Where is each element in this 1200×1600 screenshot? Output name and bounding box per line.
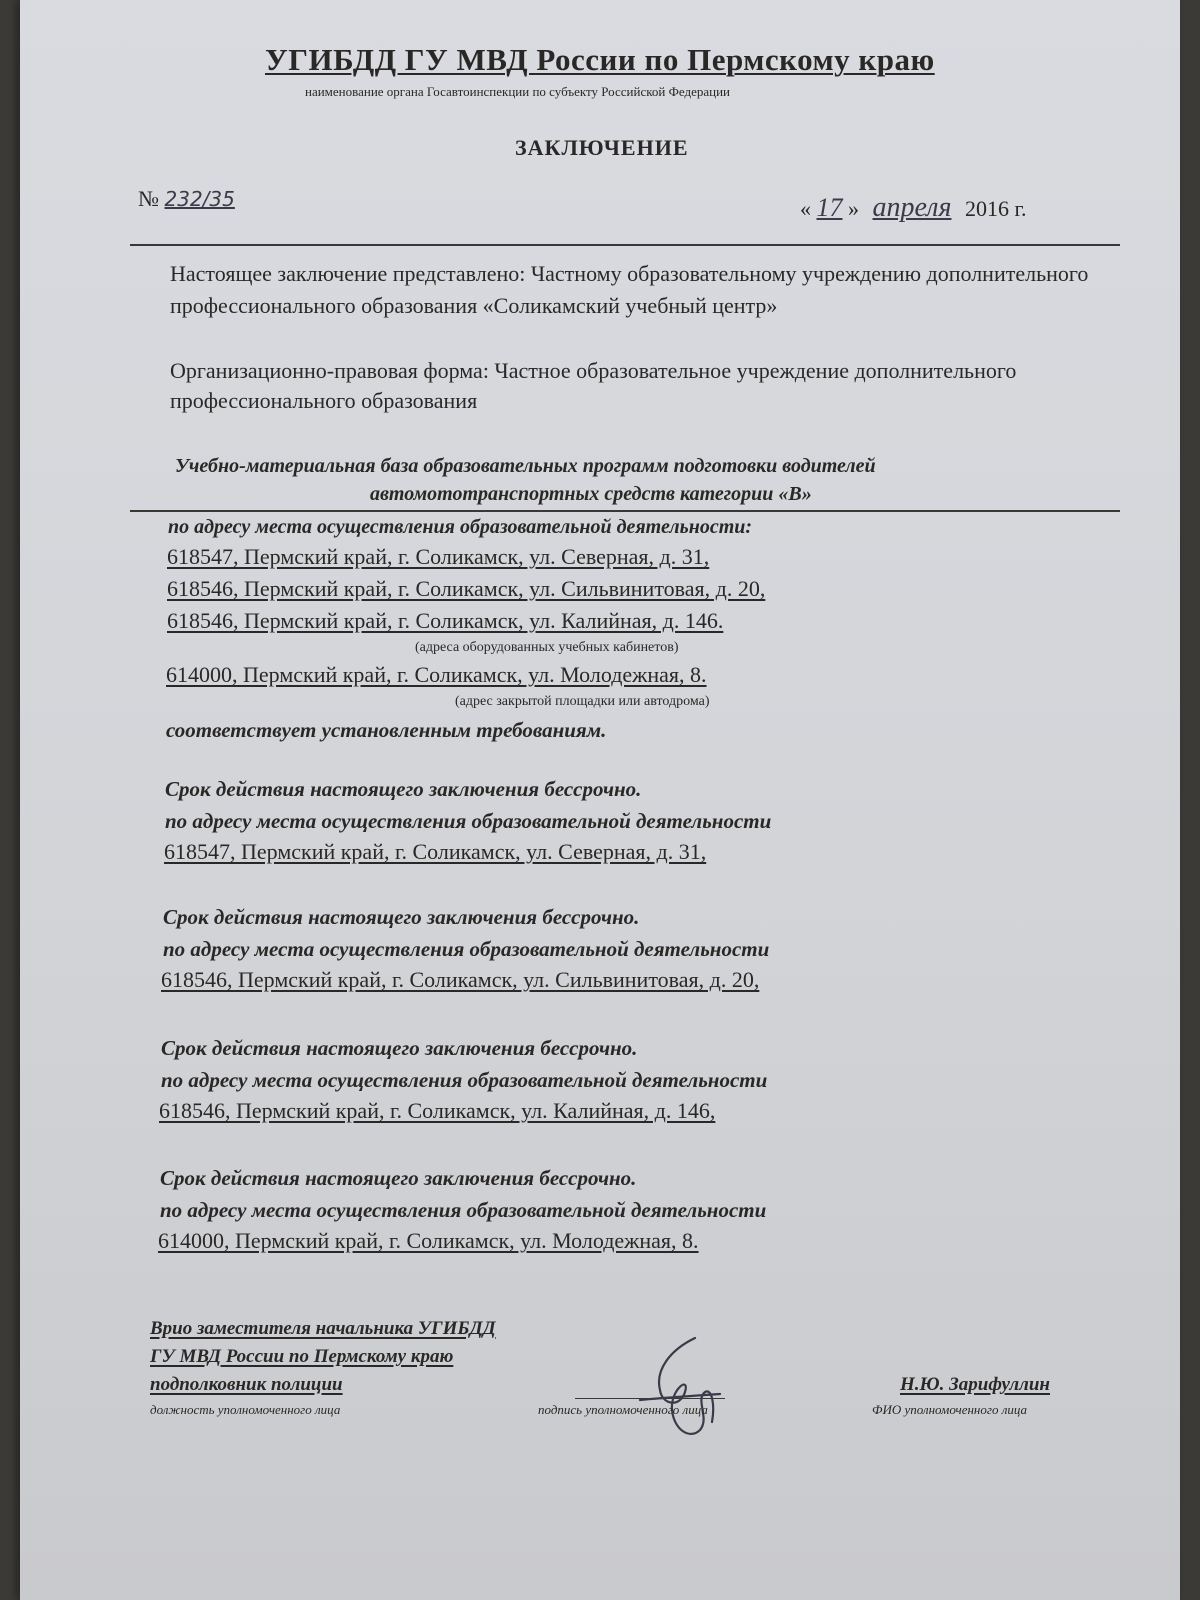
date-day: 17 [816, 193, 843, 222]
validity-term: Срок действия настоящего заключения бессрочно. [163, 905, 640, 929]
classroom-address: 618546, Пермский край, г. Соликамск, ул. Сильвинитовая, д. 20, [167, 576, 766, 601]
issuing-authority: УГИБДД ГУ МВД России по Пермскому краю [265, 42, 935, 77]
document-title: ЗАКЛЮЧЕНИЕ [515, 135, 689, 160]
document-page [20, 0, 1180, 1600]
ground-caption: (адрес закрытой площадки или автодрома) [455, 694, 710, 709]
number-value: 232/35 [164, 187, 235, 211]
document-number [138, 186, 235, 212]
validity-address: 618546, Пермский край, г. Соликамск, ул. Калийная, д. 146, [159, 1098, 716, 1123]
validity-place: по адресу места осуществления образовательной деятельности [161, 1068, 768, 1092]
classroom-caption: (адреса оборудованных учебных кабинетов) [415, 640, 679, 655]
signature-caption: подпись уполномоченного лица [538, 1402, 708, 1417]
address-intro: по адресу места осуществления образовательной деятельности: [168, 516, 753, 538]
validity-address: 618547, Пермский край, г. Соликамск, ул. Северная, д. 31, [164, 839, 707, 864]
validity-term: Срок действия настоящего заключения бессрочно. [160, 1166, 637, 1190]
validity-place: по адресу места осуществления образовательной деятельности [163, 937, 770, 961]
name-caption: ФИО уполномоченного лица [872, 1402, 1028, 1417]
signer-position-line1: Врио заместителя начальника УГИБДД [150, 1318, 496, 1339]
base-heading-line1: Учебно-материальная база образовательных программ подготовки водителей [175, 455, 876, 477]
number-prefix: № [138, 186, 159, 211]
validity-place: по адресу места осуществления образовательной деятельности [165, 809, 772, 833]
base-divider [130, 510, 1120, 512]
classroom-address: 618547, Пермский край, г. Соликамск, ул. Северная, д. 31, [167, 544, 710, 569]
date-month: апреля [872, 192, 952, 223]
date-close-quote: » [848, 196, 859, 221]
recipient-paragraph: Настоящее заключение представлено: Частному образовательному учреждению дополнительного профессионального образования «Соликамский учебный центр» [170, 261, 1089, 318]
position-caption: должность уполномоченного лица [150, 1402, 341, 1417]
validity-term: Срок действия настоящего заключения бессрочно. [165, 777, 642, 801]
validity-address: 618546, Пермский край, г. Соликамск, ул. Сильвинитовая, д. 20, [161, 967, 760, 992]
legal-form-paragraph: Организационно-правовая форма: Частное образовательное учреждение дополнительного профессионального образования [170, 358, 1017, 413]
signer-position-line2: ГУ МВД России по Пермскому краю [150, 1346, 454, 1367]
date-open-quote: « [800, 196, 811, 221]
conformity-statement: соответствует установленным требованиям. [166, 718, 607, 742]
validity-term: Срок действия настоящего заключения бессрочно. [161, 1036, 638, 1060]
handwritten-signature [600, 1330, 750, 1450]
header-divider [130, 244, 1120, 246]
signer-rank: подполковник полиции [150, 1374, 343, 1395]
validity-place: по адресу места осуществления образовательной деятельности [160, 1198, 767, 1222]
classroom-address: 618546, Пермский край, г. Соликамск, ул. Калийная, д. 146. [167, 608, 724, 633]
ground-address: 614000, Пермский край, г. Соликамск, ул. Молодежная, 8. [166, 662, 707, 687]
validity-address: 614000, Пермский край, г. Соликамск, ул. Молодежная, 8. [158, 1228, 699, 1253]
base-heading-line2: автомототранспортных средств категории «В» [370, 483, 812, 505]
date-year: 2016 г. [964, 196, 1027, 221]
authority-caption: наименование органа Госавтоинспекции по субъекту Российской Федерации [305, 84, 730, 99]
signer-name: Н.Ю. Зарифуллин [900, 1374, 1050, 1395]
document-date [800, 192, 1027, 224]
